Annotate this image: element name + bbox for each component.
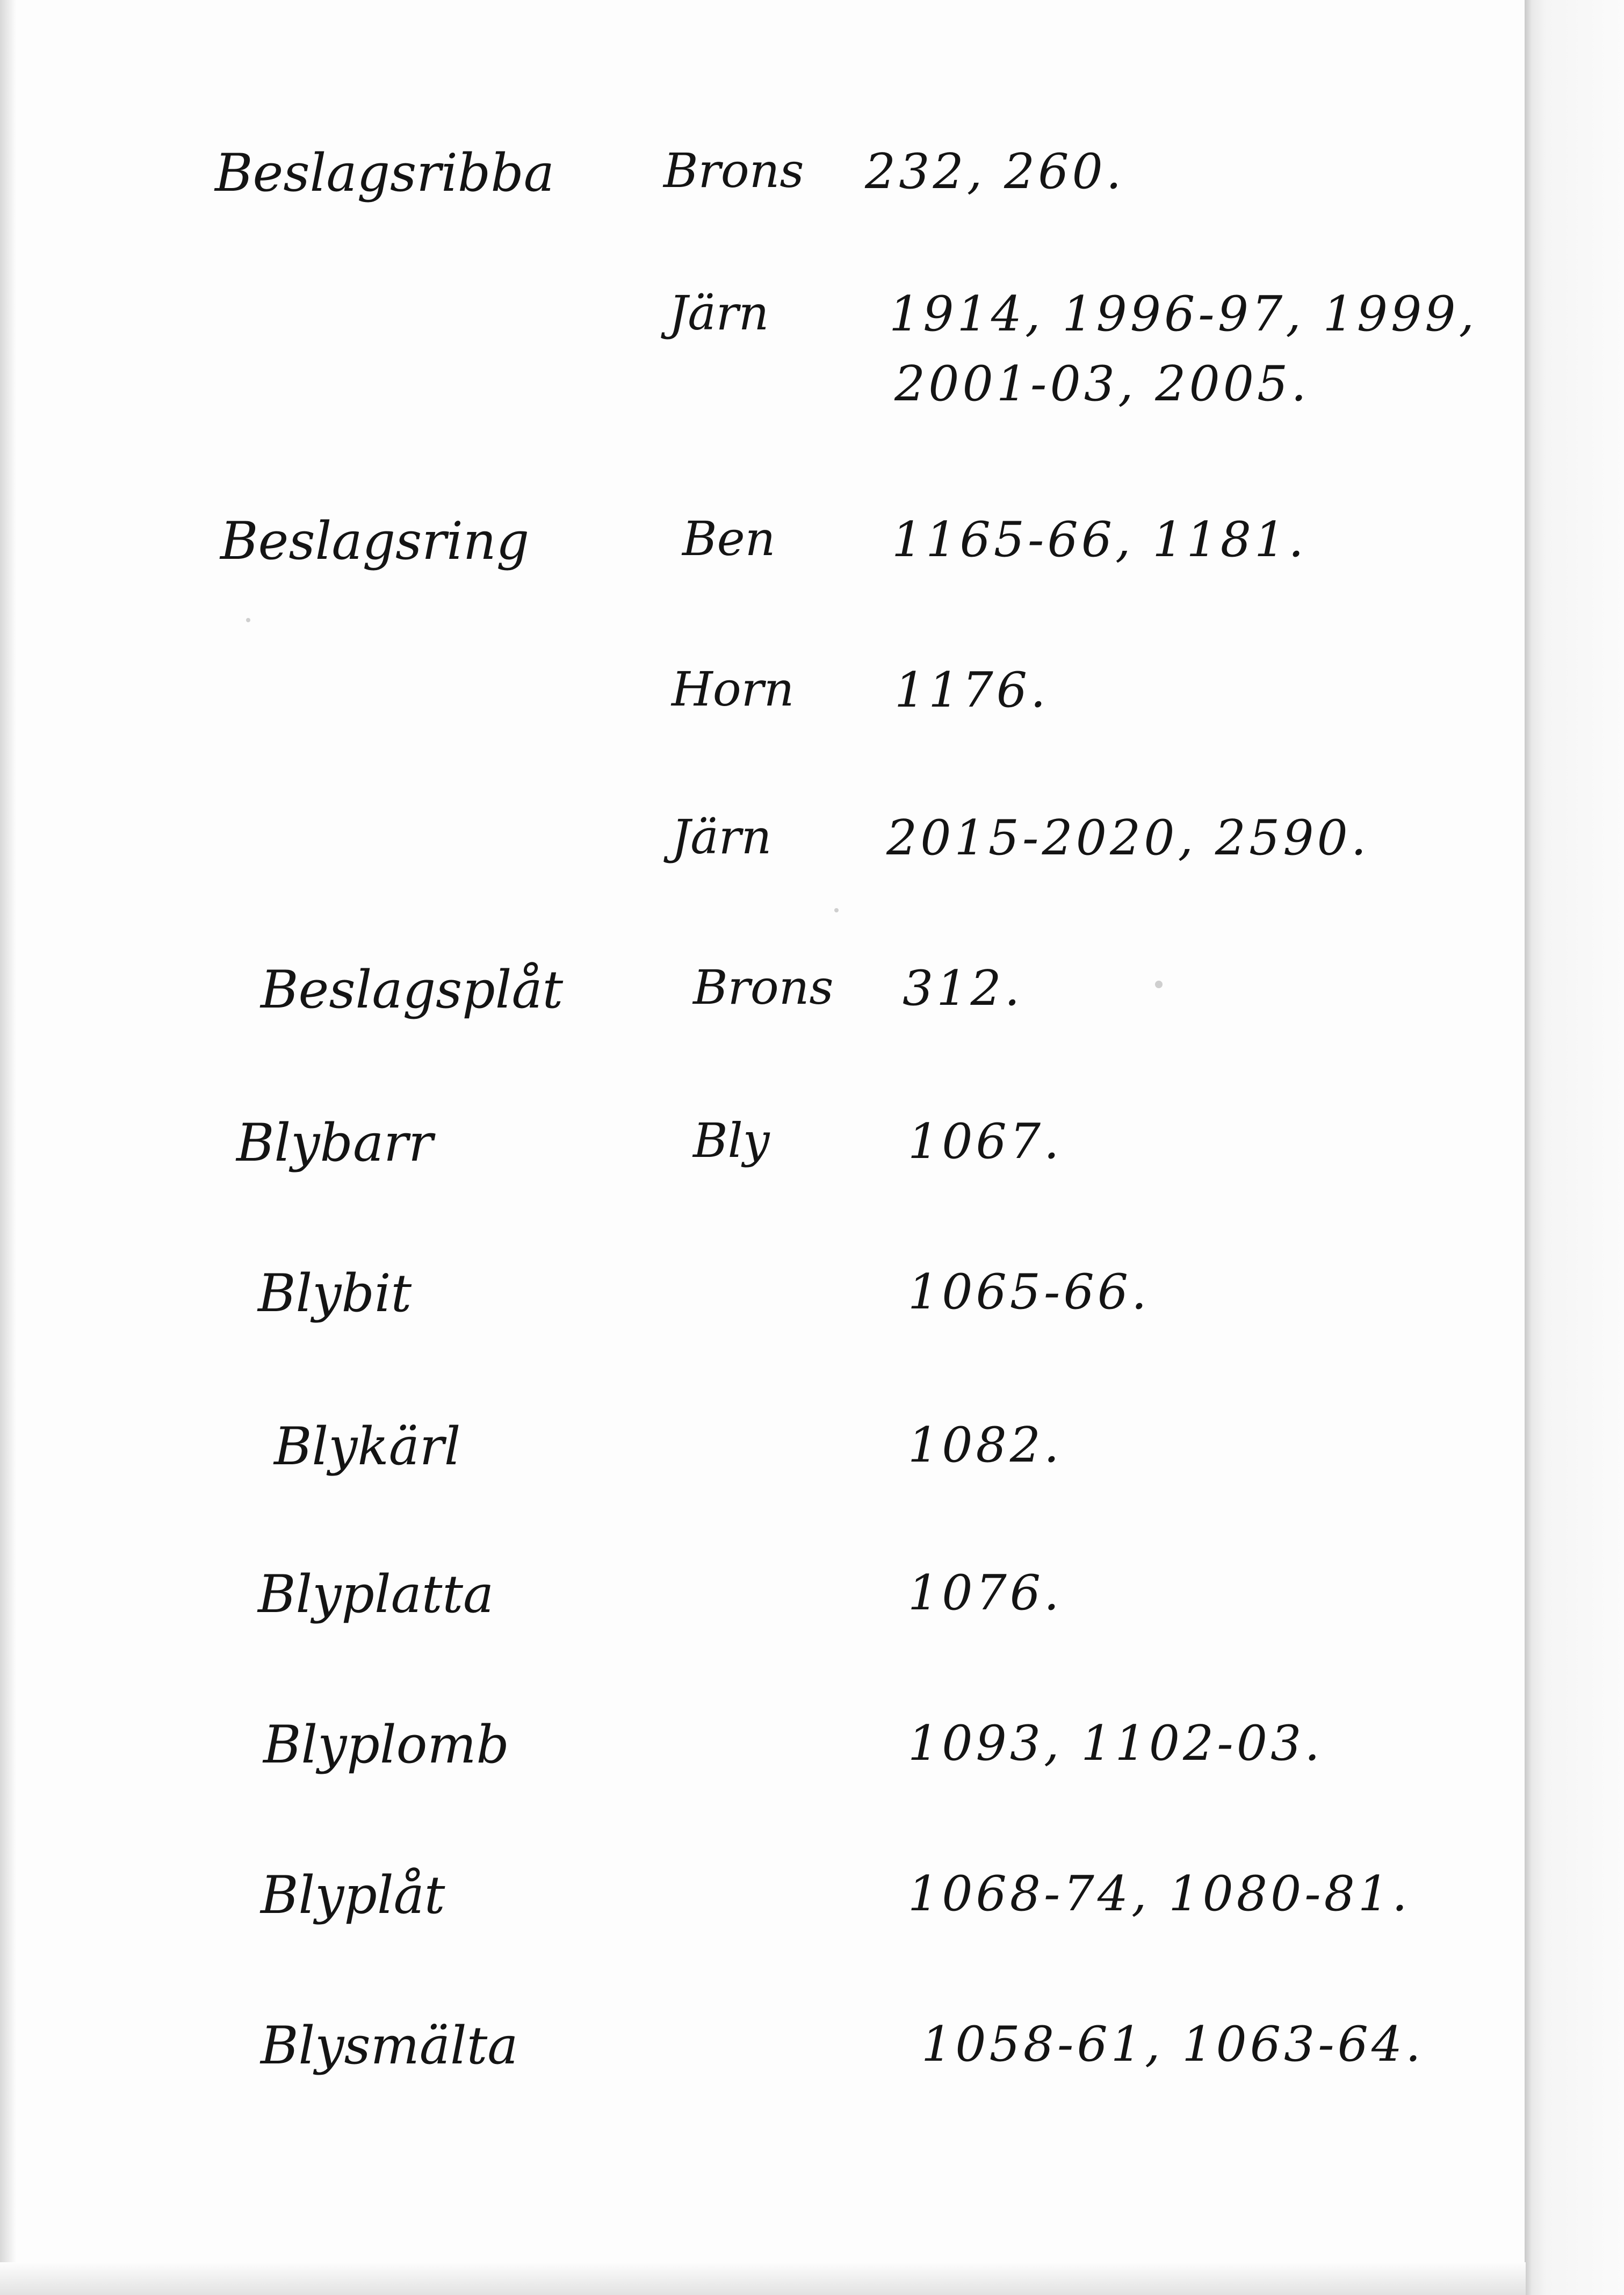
index-entry <box>0 145 1526 253</box>
entry-references: 1093, 1102-03. <box>908 1715 1323 1772</box>
index-entry <box>0 513 1526 621</box>
entry-term: Blyplåt <box>261 1865 445 1925</box>
entry-references: 1068-74, 1080-81. <box>908 1866 1411 1922</box>
index-entry <box>0 1115 1526 1222</box>
entry-material: Brons <box>693 960 834 1015</box>
entry-term: Beslagsplåt <box>261 960 564 1020</box>
entry-material: Bly <box>693 1113 770 1168</box>
index-entry <box>0 811 1526 919</box>
entry-references: 1176. <box>894 662 1049 718</box>
entry-references: 1058-61, 1063-64. <box>921 2016 1424 2073</box>
entry-term: Beslagsring <box>220 511 530 571</box>
entry-material: Järn <box>669 285 769 341</box>
index-entry <box>0 285 1526 412</box>
index-entry <box>0 1416 1526 1526</box>
index-entry <box>0 1265 1526 1373</box>
entry-references: 232, 260. <box>865 143 1125 200</box>
entry-references: 2015-2020, 2590. <box>886 810 1370 866</box>
entry-references: 1067. <box>908 1113 1063 1170</box>
entry-term: Blybit <box>258 1263 412 1323</box>
entry-references: 1914, 1996-97, 1999, <box>889 286 1478 342</box>
entry-term: Blybarr <box>236 1113 433 1173</box>
entry-term: Blykärl <box>274 1416 461 1477</box>
page-bottom-shadow <box>0 2262 1526 2295</box>
entry-references-continued: 2001-03, 2005. <box>894 356 1310 412</box>
index-entry <box>0 962 1526 1069</box>
entry-references: 1165-66, 1181. <box>892 512 1307 568</box>
entry-references: 1065-66. <box>908 1264 1150 1320</box>
entry-term: Blysmälta <box>261 2016 518 2076</box>
entry-term: Blyplomb <box>263 1715 509 1775</box>
entry-material: Horn <box>672 661 795 717</box>
entry-references: 1076. <box>908 1565 1063 1621</box>
entry-references: 312. <box>903 960 1023 1017</box>
entry-term: Blyplatta <box>258 1564 494 1624</box>
entry-term: Beslagsribba <box>215 143 555 203</box>
index-entry <box>0 1566 1526 1674</box>
index-entry <box>0 2018 1526 2125</box>
entry-material: Brons <box>663 143 804 198</box>
entry-material: Järn <box>672 809 772 865</box>
entry-references: 1082. <box>908 1417 1063 1473</box>
index-entry <box>0 661 1526 771</box>
index-entry <box>0 1867 1526 1975</box>
entry-material: Ben <box>682 511 776 566</box>
index-entry <box>0 1717 1526 1824</box>
page-edge <box>1525 0 1624 2295</box>
